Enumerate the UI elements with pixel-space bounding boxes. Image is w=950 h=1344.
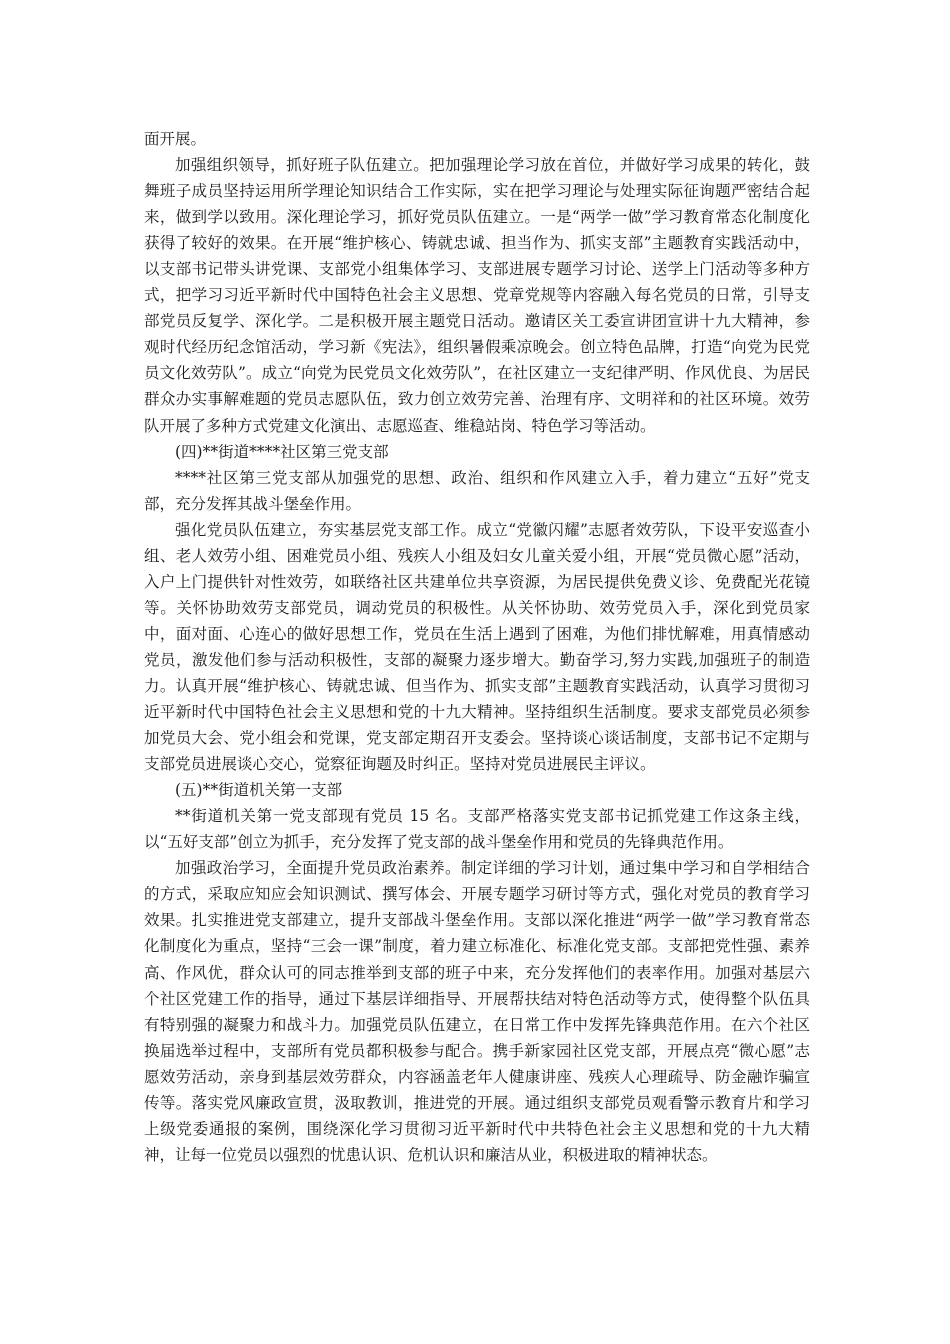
paragraph-continuation: 面开展。 (144, 130, 207, 148)
document-body (144, 126, 810, 1168)
paragraph-first-branch-study: 加强政治学习，全面提升党员政治素养。制定详细的学习计划，通过集中学习和自学相结合的方式，采取应知应会知识测试、撰写体会、开展专题学习研讨等方式，强化对党员的教育学习效果。扎实推进党支部建立，提升支部战斗堡垒作用。支部以深化推进“两学一做”学习教育常态化制度化为重点，坚持“三会一课”制度，着力建立标准化、标准化党支部。支部把党性强、素养高、作风优，群众认可的同志推举到支部的班子中来，充分发挥他们的表率作用。加强对基层六个社区党建工作的指导，通过下基层详细指导、开展帮扶结对特色活动等方式，使得整个队伍具有特别强的凝聚力和战斗力。加强党员队伍建立，在日常工作中发挥先锋典范作用。在六个社区换届选举过程中，支部所有党员都积极参与配合。携手新家园社区党支部，开展点亮“微心愿”志愿效劳活动，亲身到基层效劳群众，内容涵盖老年人健康讲座、残疾人心理疏导、防金融诈骗宣传等。落实党风廉政宣贯，汲取教训，推进党的开展。通过组织支部党员观看警示教育片和学习上级党委通报的案例，围绕深化学习贯彻习近平新时代中共特色社会主义思想和党的十九大精神，让每一位党员以强烈的忧患认识、危机认识和廉洁从业，积极进取的精神状态。 (144, 859, 810, 1164)
section-heading-third-branch: (四)**街道****社区第三党支部 (175, 442, 389, 461)
section-heading-first-branch: (五)**街道机关第一支部 (175, 781, 343, 800)
paragraph-first-branch-intro: **街道机关第一党支部现有党员 15 名。支部严格落实党支部书记抓党建工作这条主线，以“五好支部”创立为抓手，充分发挥了党支部的战斗堡垒作用和党员的先锋典范作用。 (144, 807, 810, 852)
paragraph-organization-leadership: 加强组织领导，抓好班子队伍建立。把加强理论学习放在首位，并做好学习成果的转化，鼓舞班子成员坚持运用所学理论知识结合工作实际，实在把学习理论与处理实际征询题严密结合起来，做到学以致用。深化理论学习，抓好党员队伍建立。一是“两学一做”学习教育常态化制度化获得了较好的效果。在开展“维护核心、铸就忠诚、担当作为、抓实支部”主题教育实践活动中，以支部书记带头讲党课、支部党小组集体学习、支部进展专题学习讨论、送学上门活动等多种方式，把学习习近平新时代中国特色社会主义思想、党章党规等内容融入每名党员的日常，引导支部党员反复学、深化学。二是积极开展主题党日活动。邀请区关工委宣讲团宣讲十九大精神，参观时代经历纪念馆活动，学习新《宪法》，组织暑假乘凉晚会。创立特色品牌，打造“向党为民党员文化效劳队”。成立“向党为民党员文化效劳队”，在社区建立一支纪律严明、作风优良、为居民群众办实事解难题的党员志愿队伍，致力创立效劳完善、治理有序、文明祥和的社区环境。效劳队开展了多种方式党建文化演出、志愿巡查、维稳站岗、特色学习等活动。 (144, 156, 810, 435)
paragraph-third-branch-intro: ****社区第三党支部从加强党的思想、政治、组织和作风建立入手，着力建立“五好”党支部，充分发挥其战斗堡垒作用。 (144, 468, 810, 513)
paragraph-third-branch-team: 强化党员队伍建立，夯实基层党支部工作。成立“党徽闪耀”志愿者效劳队，下设平安巡查小组、老人效劳小组、困难党员小组、残疾人小组及妇女儿童关爱小组，开展“党员微心愿”活动，入户上门提供针对性效劳，如联络社区共建单位共享资源，为居民提供免费义诊、免费配光花镜等。关怀协助效劳支部党员，调动党员的积极性。从关怀协助、效劳党员入手，深化到党员家中，面对面、心连心的做好思想工作，党员在生活上遇到了困难，为他们排忧解难，用真情感动党员，激发他们参与活动积极性，支部的凝聚力逐步增大。勤奋学习,努力实践,加强班子的制造力。认真开展“维护核心、铸就忠诚、但当作为、抓实支部”主题教育实践活动，认真学习贯彻习近平新时代中国特色社会主义思想和党的十九大精神。坚持组织生活制度。要求支部党员必须参加党员大会、党小组会和党课，党支部定期召开支委会。坚持谈心谈话制度，支部书记不定期与支部党员进展谈心交心，觉察征询题及时纠正。坚持对党员进展民主评议。 (144, 520, 810, 774)
